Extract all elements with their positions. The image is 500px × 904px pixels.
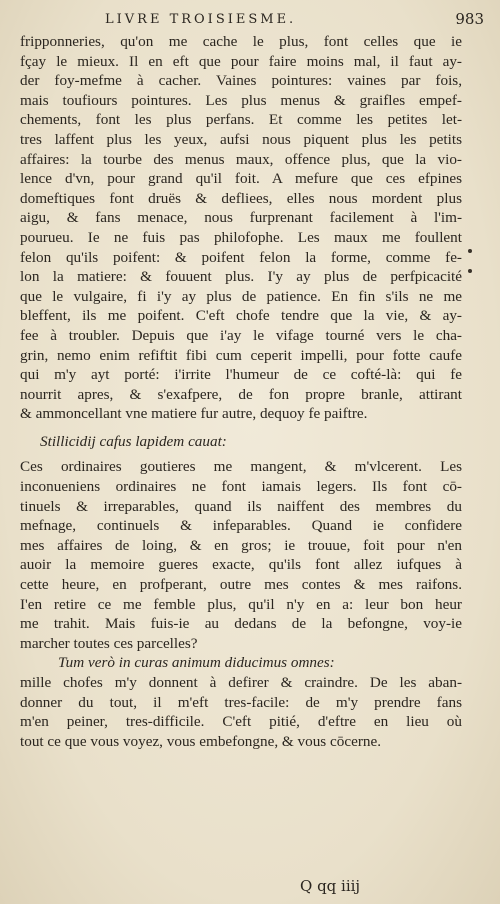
page-header bbox=[0, 10, 500, 32]
text-line: felon qu'ils poifent: & poifent felon la forme, comme fe- bbox=[20, 248, 462, 266]
text-line: lence d'vn, pour grand qu'il foit. A mefure que ces efpines bbox=[20, 170, 462, 188]
text-line: me trahit. Mais fuis-ie au dedans de la befongne, voy-ie bbox=[20, 615, 462, 633]
text-line: tinuels & irreparables, quand ils naiffent des membres du bbox=[20, 497, 462, 515]
text-line: mes affaires de loing, & en gros; ie trouue, foit pour n'en bbox=[20, 536, 462, 554]
text-line: marcher toutes ces parcelles? bbox=[20, 634, 198, 652]
running-title: LIVRE TROISIESME. bbox=[105, 12, 297, 27]
text-line: nourrit apres, & s'exafpere, de fon propre branle, attirant bbox=[20, 385, 462, 403]
text-line: domeftiques font druës & defliees, elles nous mordent plus bbox=[20, 189, 462, 207]
text-line: fçay le mieux. Il en eft que pour faire moins mal, il faut ay- bbox=[20, 52, 462, 70]
text-line: pourueu. Ie ne fuis pas philofophe. Les maux me foullent bbox=[20, 228, 462, 246]
page-text bbox=[20, 32, 462, 751]
paragraph-3 bbox=[20, 673, 462, 751]
text-line: mefnage, continuels & infeparables. Quand ie confidere bbox=[20, 517, 462, 535]
paragraph-2 bbox=[20, 457, 462, 653]
text-line: fripponneries, qu'on me cache le plus, font celles que ie bbox=[20, 33, 462, 50]
signature-mark: Q qq iiij bbox=[300, 877, 361, 895]
margin-mark bbox=[468, 249, 472, 253]
text-line: aigu, & fans menace, nous furprenant facilement à l'im- bbox=[20, 209, 462, 227]
text-line: mille chofes m'y donnent à defirer & craindre. De les aban- bbox=[20, 674, 462, 691]
text-line: der foy-mefme à cacher. Vaines pointures: vaines par fois, bbox=[20, 72, 462, 90]
text-line: tout ce que vous voyez, vous embefongne, & vous cōcerne. bbox=[20, 732, 382, 750]
text-line: inconueniens ordinaires ne font iamais legers. Ils font cō- bbox=[20, 478, 462, 496]
paragraph-1 bbox=[20, 32, 462, 424]
text-line: affaires: la tourbe des menus maux, offence plus, que la vio- bbox=[20, 150, 462, 168]
text-line: qui m'y ayt porté: i'irrite l'humeur de ce cofté-là: qui fe bbox=[20, 366, 462, 384]
latin-quote-2: Tum verò in curas animum diducimus omnes: bbox=[58, 654, 335, 672]
text-line: mais toufiours pointures. Les plus menus & graifles empef- bbox=[20, 91, 462, 109]
margin-mark bbox=[468, 269, 472, 273]
text-line: bleffent, ils me poifent. C'eft chofe tendre que la vie, & ay- bbox=[20, 307, 462, 325]
text-line: m'en peiner, tres-difficile. C'eft pitié, d'eftre en lieu où bbox=[20, 713, 462, 731]
text-line: lon la matiere: & fouuent plus. I'y ay plus de perfpicacité bbox=[20, 268, 462, 286]
text-line: auoir la memoire gueres exacte, qu'ils font allez iufques à bbox=[20, 556, 462, 574]
text-line: & ammoncellant vne matiere fur autre, dequoy fe paiftre. bbox=[20, 405, 368, 423]
text-line: cette heure, en profperant, outre mes contes & mes raifons. bbox=[20, 576, 462, 594]
latin-quote-1: Stillicidij cafus lapidem cauat: bbox=[40, 432, 227, 450]
text-line: chements, font les plus perfans. Et comme les petites let- bbox=[20, 111, 462, 129]
text-line: fee à troubler. Depuis que i'ay le vifage tourné vers le cha- bbox=[20, 326, 462, 344]
text-line: Ces ordinaires goutieres me mangent, & m'vlcerent. Les bbox=[20, 458, 462, 476]
page-number: 983 bbox=[455, 10, 484, 28]
text-line: donner du tout, il m'eft tres-facile: de m'y prendre fans bbox=[20, 693, 462, 711]
text-line: tres laffent plus les yeux, aufsi nous piquent plus les petits bbox=[20, 130, 462, 148]
text-line: que le vulgaire, fi i'y ay plus de patience. En fin s'ils ne me bbox=[20, 287, 462, 305]
text-line: I'en retire ce me femble plus, qu'il n'y en a: leur bon heur bbox=[20, 595, 462, 613]
text-line: grin, nemo enim refiftit fibi cum ceperit impelli, pour fotte caufe bbox=[20, 346, 462, 364]
